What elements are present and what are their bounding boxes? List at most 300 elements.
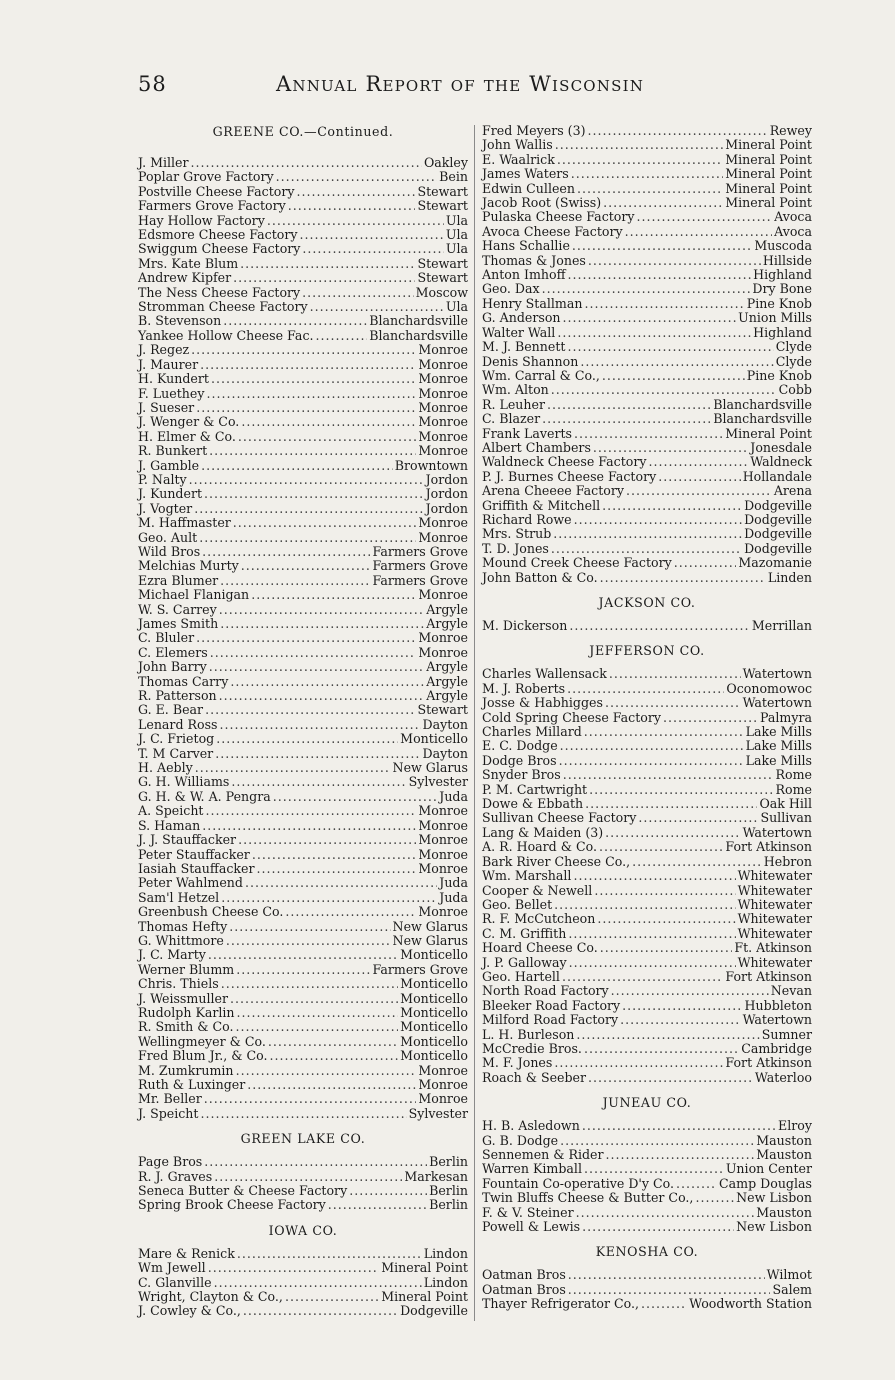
directory-entry — [482, 571, 812, 585]
entry-name: Wm. Carral & Co., — [482, 367, 600, 383]
entry-place: Lindon — [423, 1245, 468, 1261]
dot-leader — [241, 559, 371, 573]
directory-entry — [482, 725, 812, 739]
entry-name: Mrs. Strub — [482, 526, 552, 542]
entry-place: Jonesdale — [750, 439, 812, 455]
dot-leader — [606, 1148, 755, 1162]
dot-leader — [205, 703, 415, 717]
county-section — [482, 595, 812, 633]
dot-leader — [674, 556, 737, 570]
entry-name: John Barry — [138, 659, 207, 675]
dot-leader — [638, 811, 758, 825]
dot-leader — [251, 588, 416, 602]
entry-name: Powell & Lewis — [482, 1219, 581, 1235]
entry-name: Milford Road Factory — [482, 1012, 619, 1028]
directory-entry — [482, 1148, 812, 1162]
entry-name: J. Vogter — [138, 500, 193, 516]
entry-name: Oatman Bros — [482, 1267, 566, 1283]
entry-place: Monroe — [418, 644, 468, 660]
entry-place: Monroe — [418, 443, 468, 459]
dot-leader — [235, 1020, 398, 1034]
dot-leader — [584, 1162, 724, 1176]
entry-name: H. Kundert — [138, 371, 209, 387]
dot-leader — [625, 225, 773, 239]
directory-entry — [138, 862, 468, 876]
entry-name: Arena Cheeee Factory — [482, 483, 624, 499]
directory-entry — [482, 1177, 812, 1191]
entry-name: Wild Bros — [138, 543, 201, 559]
entry-name: Thayer Refrigerator Co., — [482, 1296, 639, 1312]
entry-place: Monroe — [418, 1062, 468, 1078]
dot-leader — [559, 754, 744, 768]
directory-entry — [482, 556, 812, 570]
directory-entry — [138, 963, 468, 977]
directory-entry — [482, 1042, 812, 1056]
dot-leader — [562, 970, 723, 984]
directory-entry — [138, 992, 468, 1006]
directory-entry — [482, 682, 812, 696]
directory-entry — [138, 314, 468, 328]
dot-leader — [300, 228, 444, 242]
directory-entry — [138, 603, 468, 617]
dot-leader — [219, 603, 425, 617]
dot-leader — [555, 138, 723, 152]
entry-name: A. R. Hoard & Co. — [482, 839, 597, 855]
entry-name: Iasiah Stauffacker — [138, 860, 255, 876]
entry-name: J. Regez — [138, 342, 190, 358]
entry-place: Moscow — [415, 284, 468, 300]
entry-place: Watertown — [742, 824, 812, 840]
directory-entry — [482, 254, 812, 268]
entry-name: S. Haman — [138, 817, 201, 833]
entry-name: C. Bluler — [138, 630, 195, 646]
entry-name: Walter Wall — [482, 324, 556, 340]
directory-entry — [482, 1297, 812, 1311]
dot-leader — [310, 300, 444, 314]
dot-leader — [599, 840, 723, 854]
dot-leader — [658, 470, 740, 484]
directory-entry — [138, 170, 468, 184]
entry-place: Stewart — [417, 702, 468, 718]
entry-name: Waldneck Cheese Factory — [482, 454, 647, 470]
dot-leader — [236, 963, 370, 977]
dot-leader — [270, 1049, 399, 1063]
entry-name: Griffith & Mitchell — [482, 497, 601, 513]
directory-entry — [138, 545, 468, 559]
dot-leader — [551, 542, 742, 556]
directory-entry — [482, 927, 812, 941]
entry-name: H. B. Asledown — [482, 1118, 580, 1134]
dot-leader — [220, 617, 424, 631]
directory-entry — [482, 1283, 812, 1297]
dot-leader — [316, 329, 368, 343]
entry-name: Yankee Hollow Cheese Fac. — [138, 327, 314, 343]
entry-place: Mineral Point — [381, 1289, 468, 1305]
entry-name: G. H. Williams — [138, 774, 230, 790]
entry-place: Ula — [445, 227, 468, 243]
entry-place: Dodgeville — [744, 540, 812, 556]
entry-name: J. Speicht — [138, 1105, 199, 1121]
entry-place: Elroy — [778, 1118, 812, 1134]
entry-place: Oak Hill — [759, 796, 812, 812]
entry-name: James Smith — [138, 616, 219, 631]
entry-place: Juda — [439, 788, 468, 804]
directory-entry — [138, 1290, 468, 1304]
dot-leader — [568, 1283, 771, 1297]
entry-name: Fred Meyers (3) — [482, 123, 586, 138]
directory-entry — [138, 790, 468, 804]
directory-entry — [482, 427, 812, 441]
dot-leader — [237, 1006, 399, 1020]
directory-entry — [138, 228, 468, 242]
entry-place: Rome — [775, 767, 812, 783]
entry-name: J. Cowley & Co., — [138, 1303, 241, 1319]
entry-place: New Glarus — [392, 918, 468, 934]
entry-place: Avoca — [774, 209, 812, 225]
dot-leader — [563, 768, 774, 782]
entry-name: Wellingmeyer & Co. — [138, 1033, 266, 1049]
entry-name: Mrs. Kate Blum — [138, 255, 239, 271]
dot-leader — [206, 387, 416, 401]
entry-place: Oakley — [423, 155, 468, 170]
directory-entry — [138, 977, 468, 991]
entry-place: Stewart — [417, 183, 468, 199]
directory-entry — [482, 412, 812, 426]
dot-leader — [605, 826, 740, 840]
dot-leader — [215, 747, 420, 761]
directory-entry — [482, 167, 812, 181]
dot-leader — [554, 898, 735, 912]
directory-entry — [482, 340, 812, 354]
entry-place: Cobb — [778, 382, 812, 398]
entry-place: Farmers Grove — [372, 558, 468, 574]
entry-name: Sennemen & Rider — [482, 1147, 604, 1162]
entry-place: Hebron — [763, 853, 812, 869]
entry-name: Henry Stallman — [482, 295, 583, 311]
entry-name: R. Bunkert — [138, 443, 208, 459]
directory-entry — [482, 484, 812, 498]
entry-name: Charles Millard — [482, 724, 582, 740]
entry-place: Salem — [772, 1281, 812, 1297]
entry-place: Cambridge — [741, 1040, 812, 1056]
entry-name: Peter Stauffacker — [138, 846, 250, 862]
dot-leader — [219, 689, 425, 703]
entry-place: Monroe — [418, 356, 468, 372]
entry-name: John Batton & Co. — [482, 569, 598, 585]
dot-leader — [208, 1261, 380, 1275]
dot-leader — [285, 905, 416, 919]
entry-name: P. Nalty — [138, 471, 187, 487]
entry-place: Sylvester — [408, 774, 468, 790]
entry-name: Poplar Grove Factory — [138, 169, 274, 185]
entry-name: Jacob Root (Swiss) — [482, 195, 602, 211]
directory-entry — [138, 531, 468, 545]
directory-entry — [482, 797, 812, 811]
entry-place: New Glarus — [392, 932, 468, 948]
entry-place: Clyde — [775, 339, 812, 355]
directory-entry — [138, 487, 468, 501]
directory-entry — [482, 1013, 812, 1027]
entry-name: Bleeker Road Factory — [482, 997, 621, 1013]
dot-leader — [204, 1155, 427, 1169]
dot-leader — [196, 401, 416, 415]
directory-entry — [138, 516, 468, 530]
entry-place: Wilmot — [766, 1267, 812, 1283]
directory-entry — [482, 441, 812, 455]
dot-leader — [571, 167, 723, 181]
directory-entry — [138, 948, 468, 962]
entry-name: Swiggum Cheese Factory — [138, 241, 301, 257]
entry-place: Watertown — [742, 695, 812, 711]
entry-name: Peter Wahlmend — [138, 875, 243, 891]
directory-entry — [482, 527, 812, 541]
page-number: 58 — [138, 72, 167, 96]
entry-name: P. M. Cartwright — [482, 781, 588, 797]
directory-entry — [138, 819, 468, 833]
entry-place: Mineral Point — [725, 425, 812, 441]
directory-entry — [138, 660, 468, 674]
entry-name: J. J. Stauffacker — [138, 832, 237, 848]
directory-entry — [482, 984, 812, 998]
dot-leader — [202, 545, 370, 559]
entry-place: Sullivan — [760, 810, 812, 826]
dot-leader — [568, 268, 752, 282]
entry-place: Muscoda — [754, 238, 812, 254]
dot-leader — [210, 646, 417, 660]
dot-leader — [230, 675, 424, 689]
dot-leader — [245, 876, 437, 890]
dot-leader — [554, 1056, 723, 1070]
entry-place: Dayton — [422, 716, 468, 732]
entry-name: Geo. Ault — [138, 529, 198, 545]
entry-place: Blanchardsville — [713, 411, 812, 427]
directory-entry — [482, 956, 812, 970]
dot-leader — [589, 783, 773, 797]
entry-place: Juda — [439, 889, 468, 905]
dot-leader — [663, 711, 758, 725]
directory-entry — [482, 297, 812, 311]
entry-place: Woodworth Station — [689, 1296, 812, 1312]
entry-name: M. J. Roberts — [482, 680, 566, 696]
entry-place: Jordon — [425, 471, 468, 487]
entry-name: A. Speicht — [138, 803, 204, 819]
directory-entry — [482, 513, 812, 527]
entry-name: L. H. Burleson — [482, 1026, 575, 1042]
entry-name: J. Sueser — [138, 399, 195, 415]
directory-entry — [138, 1006, 468, 1020]
directory-entry — [138, 876, 468, 890]
directory-entry — [138, 588, 468, 602]
county-section — [138, 1223, 468, 1319]
entry-place: Monroe — [418, 428, 468, 444]
dot-leader — [568, 1268, 765, 1282]
dot-leader — [569, 956, 736, 970]
directory-entry — [138, 473, 468, 487]
directory-entry — [482, 1071, 812, 1085]
directory-entry — [482, 884, 812, 898]
directory-entry — [138, 891, 468, 905]
entry-name: Andrew Kipfer — [138, 270, 232, 286]
dot-leader — [209, 444, 416, 458]
directory-entry — [138, 1198, 468, 1212]
entry-place: Waterloo — [754, 1069, 812, 1085]
dot-leader — [580, 355, 773, 369]
directory-entry — [482, 912, 812, 926]
entry-name: Josse & Habhigges — [482, 695, 603, 711]
entry-place: Farmers Grove — [372, 543, 468, 559]
directory-entry — [482, 999, 812, 1013]
entry-place: Hollandale — [742, 468, 812, 484]
directory-entry — [138, 343, 468, 357]
dot-leader — [221, 977, 398, 991]
entry-place: Mineral Point — [381, 1260, 468, 1276]
entry-name: Wright, Clayton & Co., — [138, 1289, 283, 1305]
directory-entry — [482, 783, 812, 797]
dot-leader — [214, 1170, 402, 1184]
directory-entry — [482, 153, 812, 167]
entry-name: Wm. Marshall — [482, 868, 572, 884]
directory-entry — [482, 268, 812, 282]
entry-place: Monroe — [418, 803, 468, 819]
entry-place: Dodgeville — [400, 1303, 468, 1319]
directory-entry — [138, 1078, 468, 1092]
directory-entry — [138, 1049, 468, 1063]
entry-place: Whitewater — [737, 868, 812, 884]
entry-name: Wm Jewell — [138, 1260, 206, 1276]
entry-place: Pine Knob — [746, 295, 812, 311]
entry-place: Avoca — [774, 223, 812, 239]
entry-name: Charles Wallensack — [482, 666, 607, 682]
entry-name: R. J. Graves — [138, 1168, 213, 1184]
entry-place: Stewart — [417, 198, 468, 214]
directory-entry — [138, 675, 468, 689]
entry-place: Farmers Grove — [372, 572, 468, 588]
entry-place: Monticello — [400, 1033, 468, 1049]
entry-name: Geo. Bellet — [482, 896, 553, 912]
entry-name: Denis Shannon — [482, 353, 579, 369]
directory-entry — [138, 775, 468, 789]
entry-name: Hay Hollow Factory — [138, 212, 265, 228]
entry-place: Hubbleton — [744, 997, 812, 1013]
entry-name: C. Blazer — [482, 411, 541, 427]
entry-name: J. C. Frietog — [138, 731, 215, 747]
directory-entry — [138, 329, 468, 343]
dot-leader — [233, 271, 415, 285]
entry-name: J. C. Marty — [138, 947, 206, 963]
entry-place: Stewart — [417, 270, 468, 286]
entry-name: Ruth & Luxinger — [138, 1077, 246, 1092]
dot-leader — [582, 1119, 776, 1133]
dot-leader — [302, 242, 443, 256]
entry-name: J. Wenger & Co. — [138, 414, 240, 430]
county-heading: IOWA CO. — [268, 1222, 338, 1238]
dot-leader — [676, 1177, 717, 1191]
entry-name: M. Haffmaster — [138, 515, 231, 531]
entry-name: Geo. Dax — [482, 281, 540, 297]
entry-name: H. Elmer & Co. — [138, 428, 236, 444]
entry-place: New Lisbon — [736, 1219, 812, 1235]
entry-name: Spring Brook Cheese Factory — [138, 1197, 326, 1213]
dot-leader — [191, 343, 416, 357]
entry-name: Oatman Bros — [482, 1281, 566, 1297]
entry-place: Monroe — [418, 832, 468, 848]
directory-entry — [482, 869, 812, 883]
entry-name: Postville Cheese Factory — [138, 183, 295, 199]
entry-place: Jordon — [425, 486, 468, 502]
entry-name: Geo. Hartell — [482, 968, 560, 984]
directory-entry — [138, 242, 468, 256]
dot-leader — [211, 372, 416, 386]
directory-entry — [138, 1247, 468, 1261]
dot-leader — [600, 941, 733, 955]
entry-name: M. F. Jones — [482, 1055, 553, 1071]
dot-leader — [620, 1013, 740, 1027]
entry-name: Page Bros — [138, 1154, 203, 1170]
dot-leader — [230, 992, 398, 1006]
entry-place: Whitewater — [737, 954, 812, 970]
directory-entry — [138, 747, 468, 761]
entry-place: Browntown — [394, 457, 468, 473]
entry-place: Monroe — [418, 1091, 468, 1107]
entry-name: Snyder Bros — [482, 767, 561, 783]
entry-name: Warren Kimball — [482, 1161, 582, 1177]
entry-place: Mineral Point — [725, 151, 812, 167]
county-heading: GREENE CO.—Continued. — [212, 124, 394, 139]
dot-leader — [573, 869, 735, 883]
entry-place: Whitewater — [737, 896, 812, 912]
entry-name: John Wallis — [482, 137, 553, 153]
entry-name: M. J. Bennett — [482, 339, 566, 355]
dot-leader — [200, 358, 416, 372]
entry-name: G. Whittmore — [138, 932, 224, 948]
directory-entry — [482, 1191, 812, 1205]
entry-name: Twin Bluffs Cheese & Butter Co., — [482, 1190, 694, 1206]
entry-name: H. Aebly — [138, 760, 193, 776]
directory-entry — [482, 619, 812, 633]
entry-place: Lake Mills — [745, 752, 812, 768]
entry-name: Anton Imhoff — [482, 267, 566, 283]
entry-place: Arena — [773, 483, 812, 499]
directory-entry — [482, 754, 812, 768]
dot-leader — [594, 884, 735, 898]
entry-place: Monroe — [418, 371, 468, 387]
directory-entry — [482, 898, 812, 912]
entry-name: G. B. Dodge — [482, 1132, 559, 1148]
dot-leader — [588, 124, 768, 138]
dot-leader — [268, 1035, 398, 1049]
entry-name: Sullivan Cheese Factory — [482, 810, 637, 826]
entry-name: Lang & Maiden (3) — [482, 824, 604, 840]
entry-name: Fred Blum Jr., & Co. — [138, 1048, 268, 1064]
directory-entry — [138, 833, 468, 847]
entry-place: Dayton — [422, 745, 468, 761]
dot-leader — [557, 326, 751, 340]
entry-name: Seneca Butter & Cheese Factory — [138, 1183, 348, 1199]
dot-leader — [237, 1247, 422, 1261]
directory-entry — [482, 811, 812, 825]
entry-place: Mazomanie — [738, 555, 812, 571]
entry-place: Monroe — [418, 342, 468, 358]
directory-entry — [138, 1276, 468, 1290]
entry-place: Blanchardsville — [713, 396, 812, 412]
entry-place: Nevan — [770, 983, 812, 999]
directory-entry — [482, 470, 812, 484]
entry-place: Ula — [445, 212, 468, 228]
directory-entry — [482, 182, 812, 196]
dot-leader — [602, 499, 742, 513]
directory-entry — [482, 138, 812, 152]
directory-entry — [138, 1261, 468, 1275]
